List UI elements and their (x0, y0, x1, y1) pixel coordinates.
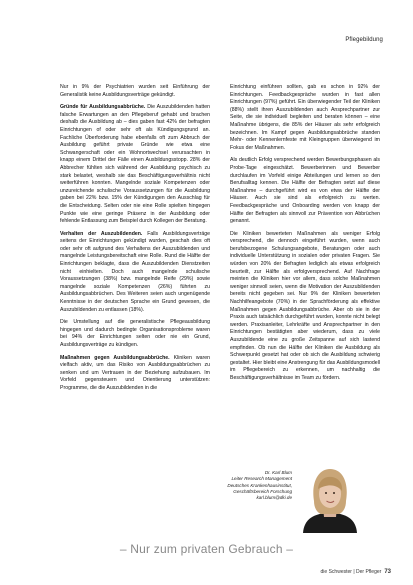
paragraph (60, 355, 210, 393)
paragraph-text: Falls Ausbildungsverträge seitens der Einrichtungen gekündigt wurden, geschah dies oft oder sehr oft aufgrund des Verhaltens der Auszubildenden und mangelnde Leistungsbereitschaft eine Rolle. Rund die Hälfte der Einrichtungen beklagte, dass die Auszubildenden Dienstzeiten nicht einhielten. Doch auch mangelnde schulische Voraussetzungen (38%) bzw. mangelnde Reife (29%) sowie mangelnde soziale Kompetenzen (26%) führten zu Ausbildungsabbrüchen. Des Weiteren seien auch ungenügende Kenntnisse in der deutschen Sprache ein Grund gewesen, die Auszubildenden zu entlassen (18%). (60, 230, 210, 313)
author-email: karl.blum@dki.de (256, 495, 292, 501)
paragraph: Nur in 9% der Psychiatrien wurden seit Einführung der Generalistik keine Ausbildungsverträge gekündigt. (60, 84, 210, 98)
paragraph-text: Kliniken waren vielfach aktiv, um das Risiko von Ausbildungsabbrüchen zu senken und um Vertrauen in der Beziehung aufzubauen. Im Vorfeld gegensteuern und Orientierung unterstützen: Programme, die die Auszubildenden in die (60, 354, 210, 391)
author-dept: Geschäftsbereich Forschung (233, 488, 292, 494)
section-label: Pflegebildung (345, 37, 383, 43)
author-info (210, 470, 292, 501)
journal-name: die Schwester | Der Pfleger (320, 569, 382, 575)
paragraph (60, 231, 210, 315)
paragraph-heading: Verhalten der Auszubildenden. (60, 230, 143, 237)
author-org: Deutsches Krankenhausinstitut, (227, 482, 292, 488)
right-column (230, 84, 380, 388)
page-number: 73 (384, 569, 391, 575)
paragraph-text: Die Auszubildenden hatten falsche Erwartungen an den Pflegeberuf gehabt und brachen deshalb die Ausbildung ab – dies gaben fast 42% der befragten Einrichtungen of oder sehr oft als Kündigungsgrund an. Fachliche Überforderung habe ebenfalls oft zum Abbruch der Ausbildung geführt private Gründe wie etwa eine Schwangerschaft oder ein Wohnortwechsel verursachten in knapp einem Drittel der Fälle einen Ausbildungsstopp. 28% der Abbrecher fühlten sich während der Ausbildung psychisch zu stark belastet, weshalb sie das Beschäftigungsverhältnis nicht weiterführen konnten. Mangelnde soziale Kompetenzen oder unzureichende schulische Voraussetzungen für die Ausbildung gaben bei 22% bzw. 15% der Kündigungen den Ausschlag für die Entscheidung. Selten oder nie eine Rolle spielten hingegen Punkte wie eine geringe Präsenz in der Ausbildung oder fehlende Entlassung zum Beispiel durch Kollegen der Beratung. (60, 104, 210, 225)
author-role: Leiter Research Management (231, 476, 292, 482)
author-name: Dr. Karl Blum (264, 470, 292, 475)
portrait-image (299, 463, 361, 533)
paragraph-heading: Gründe für Ausbildungsabbrüche. (60, 104, 146, 111)
paragraph: Die Umstellung auf die generalistische Pflegeausbildung hingegen und dadurch bedingte Organisationsprobleme waren bei 94% der Einrichtungen selten oder nie ein Grund, Ausbildungsverträge zu kündigen. (60, 319, 210, 348)
paragraph (60, 104, 210, 226)
paragraph: Als deutlich Erfolg versprechend werden Bewerbungsphasen als Probe-Tage eingeschätzt. Bewerberinnen und Bewerber durchlaufen im Vorfeld einige Abteilungen und lernen so den Berufsalltag kennen. Die Hälfte der Befragten setzt auf diese Maßnahme – durchgeführt wird es von etwa der Hälfte der Häuser. Auch sie sind als erfolgreich zu werten. Feedbackgespräche und Onboarding werden von knapp der Hälfte der Befragten als sinnvoll zur Prävention von Abbrüchen genannt. (230, 157, 380, 225)
paragraph: Einrichtung einführen sollten, gab es schon in 92% der Einrichtungen. Feedbackgespräche wurden in fast allen Einrichtungen (97%) geführt. Ein überwiegender Teil der Kliniken (88%) stellt ihren Auszubildenden auch Ansprechpartner zur Seite, die sie individuell begleiten und beraten können – eine Maßnahme übrigens, die 85% der Häuser als sehr erfolgreich bezeichnen. Im Kampf gegen Ausbildungsabbrüche standen Mehr- oder Kennenlernfeste mit Kleingruppen überwiegend im Fokus der Maßnahmen. (230, 84, 380, 151)
page-footer (321, 569, 391, 575)
paragraph-heading: Maßnahmen gegen Ausbildungsabbrüche. (60, 354, 170, 361)
author-portrait (299, 463, 361, 533)
paragraph: Die Kliniken bewerteten Maßnahmen als weniger Erfolg versprechend, die dennoch eingeführt wurden, wenn auch berufsbezogene Schulungsangebote, Beratungen oder auch individuelle Unterstützung in sozialen oder privaten Fragen. Sie würden von 20% der Befragten lediglich als etwas erfolgreich beurteilt, zur Hälfte als erfolgversprechend. Auf Nachfrage meinten die Kliniken hier vor allem, dass solche Maßnahmen weniger sinnvoll seien, wenn die Motivation der Auszubildenden bereits nicht gegeben sei. Nur 9% der Kliniken bewerteten Nachhilfeangebote (70%) in der Sprachförderung als effektive Maßnahmen gegen Ausbildungsabbrüche. Aber ob sie in der Praxis auch tatsächlich durchgeführt wurden, konnte nicht belegt werden. Praxisanleiter, Lehrkräfte und Ansprechpartner in den Einrichtungen bestätigten aber wiederum, dass zu viele Auszubildende eine zu große Zeitspanne auf sich lastend empfinden. Ob nun die Hälfte der Kliniken die Ausbildung als Schwerpunkt gesetzt hat oder ob sich die Ausbildung schwierig gestaltet. Hier bleibt eine Anstrengung für das Ausbildungsmodell im Pflegebereich zu erkennen, um nachhaltig die Beschäftigungsverhältnisse im Team zu fördern. (230, 230, 380, 381)
left-column (60, 84, 210, 398)
watermark: – Nur zum privaten Gebrauch – (119, 542, 294, 556)
